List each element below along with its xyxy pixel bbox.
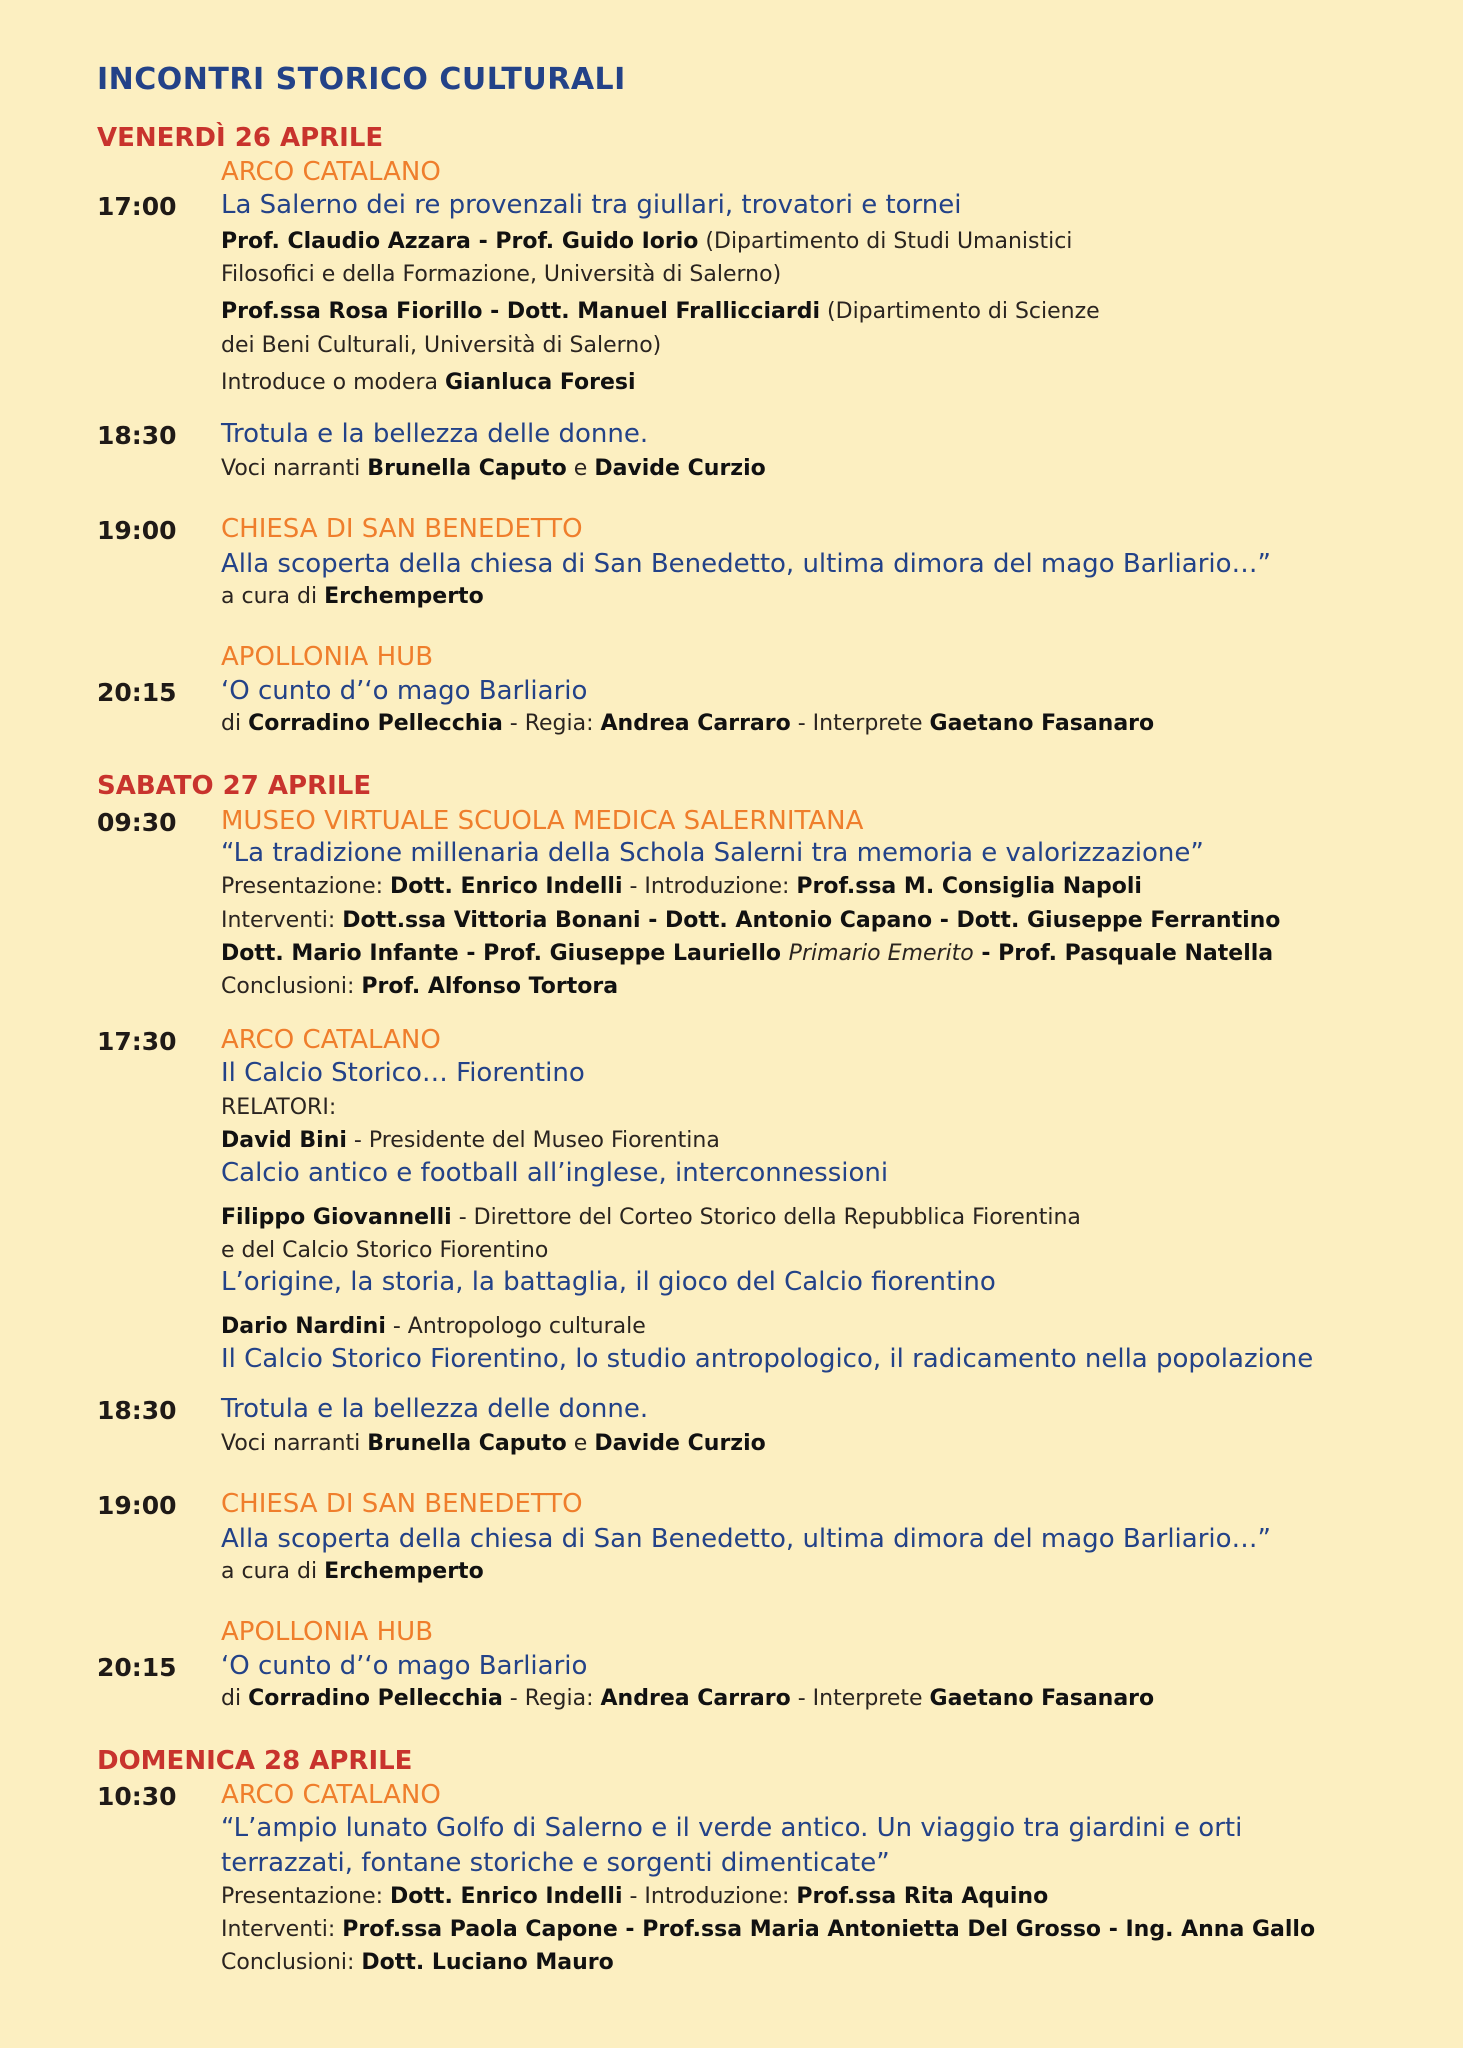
name-text: Davide Curzio — [594, 1431, 766, 1456]
label-text: Interventi: — [221, 908, 343, 933]
event-detail-line — [221, 1950, 614, 1975]
event-title: Alla scoperta della chiesa di San Benedetto, ultima dimora del mago Barliario…” — [221, 549, 1271, 579]
day-heading: SABATO 27 APRILE — [97, 771, 372, 801]
label-text: Introduce o modera — [221, 370, 445, 395]
label-text: e — [566, 456, 595, 481]
name-text: Dott. Enrico Indelli — [390, 874, 623, 899]
label-text: Interventi: — [221, 1917, 343, 1942]
label-text: (Dipartimento di Studi Umanistici — [698, 229, 1073, 254]
name-text: Prof.ssa M. Consiglia Napoli — [796, 874, 1142, 899]
label-text: Presentazione: — [221, 1884, 391, 1909]
event-detail-line — [221, 262, 781, 287]
talk-title: Calcio antico e football all’inglese, interconnessioni — [221, 1158, 889, 1188]
event-time: 18:30 — [97, 421, 177, 450]
label-text: dei Beni Culturali, Università di Salerno) — [221, 333, 662, 358]
label-text: di — [221, 711, 249, 736]
relatori-label: RELATORI: — [221, 1095, 337, 1120]
event-venue: APOLLONIA HUB — [221, 1617, 434, 1647]
label-text: - Interprete — [790, 711, 930, 736]
page-title: INCONTRI STORICO CULTURALI — [97, 62, 626, 97]
name-text: Dott.ssa Vittoria Bonani - Dott. Antonio Capano - Dott. Giuseppe Ferrantino — [342, 908, 1281, 933]
name-text: Corradino Pellecchia — [248, 1686, 503, 1711]
speaker-role: - Antropologo culturale — [385, 1314, 646, 1339]
label-text: - Interprete — [790, 1686, 930, 1711]
event-detail-line — [221, 711, 1154, 736]
event-detail-line — [221, 229, 1072, 254]
speaker-role: - Direttore del Corteo Storico della Repubblica Fiorentina — [451, 1205, 1081, 1230]
event-time: 17:00 — [97, 192, 177, 221]
event-venue: APOLLONIA HUB — [221, 642, 434, 672]
event-title: Trotula e la bellezza delle donne. — [221, 1394, 649, 1424]
event-detail-line — [221, 1917, 1315, 1942]
name-text: Davide Curzio — [594, 456, 766, 481]
event-title-continued: terrazzati, fontane storiche e sorgenti dimenticate” — [221, 1848, 890, 1878]
name-text: Dott. Mario Infante - Prof. Giuseppe Lauriello — [221, 941, 789, 966]
event-venue: ARCO CATALANO — [221, 1780, 441, 1810]
speaker-name: David Bini — [221, 1128, 347, 1153]
name-text: - Prof. Pasquale Natella — [973, 941, 1274, 966]
label-text: Conclusioni: — [221, 1950, 362, 1975]
event-detail-line — [221, 456, 766, 481]
name-text: Brunella Caputo — [367, 1431, 567, 1456]
label-text: Presentazione: — [221, 874, 391, 899]
label-text: Voci narranti — [221, 1431, 368, 1456]
event-detail-line — [221, 299, 1100, 324]
label-text: (Dipartimento di Scienze — [820, 299, 1100, 324]
event-time: 19:00 — [97, 516, 177, 545]
name-text: Gianluca Foresi — [444, 370, 636, 395]
event-detail-line — [221, 370, 636, 395]
label-text: Voci narranti — [221, 456, 368, 481]
name-text: Erchemperto — [324, 584, 484, 609]
label-text: - Introduzione: — [622, 1884, 797, 1909]
label-text: Conclusioni: — [221, 974, 362, 999]
event-title: ‘O cunto d’‘o mago Barliario — [221, 1651, 588, 1681]
event-detail-line — [221, 584, 484, 609]
event-detail-line — [221, 333, 661, 358]
name-text: Gaetano Fasanaro — [929, 1686, 1155, 1711]
event-detail-line — [221, 941, 1273, 966]
event-title: “L’ampio lunato Golfo di Salerno e il verde antico. Un viaggio tra giardini e orti — [221, 1813, 1243, 1843]
event-venue: MUSEO VIRTUALE SCUOLA MEDICA SALERNITANA — [221, 806, 864, 836]
event-title: Il Calcio Storico… Fiorentino — [221, 1058, 585, 1088]
event-detail-line — [221, 1884, 1048, 1909]
name-text: Corradino Pellecchia — [248, 711, 503, 736]
event-time: 09:30 — [97, 808, 177, 837]
label-text: Filosofici e della Formazione, Università di Salerno) — [221, 262, 782, 287]
event-venue: ARCO CATALANO — [221, 157, 441, 187]
name-text: Dott. Enrico Indelli — [390, 1884, 623, 1909]
name-text: Andrea Carraro — [600, 711, 791, 736]
event-title: “La tradizione millenaria della Schola Salerni tra memoria e valorizzazione” — [221, 838, 1204, 868]
italic-text: Primario Emerito — [788, 941, 974, 966]
speaker-line — [221, 1314, 646, 1339]
name-text: Prof.ssa Rita Aquino — [796, 1884, 1049, 1909]
speaker-line — [221, 1205, 1081, 1230]
event-time: 20:15 — [97, 1653, 177, 1682]
talk-title: L’origine, la storia, la battaglia, il gioco del Calcio fiorentino — [221, 1267, 996, 1297]
event-time: 17:30 — [97, 1027, 177, 1056]
name-text: Prof. Claudio Azzara - Prof. Guido Iorio — [221, 229, 699, 254]
event-title: ‘O cunto d’‘o mago Barliario — [221, 676, 588, 706]
event-detail-line — [221, 908, 1280, 933]
label-text: a cura di — [221, 584, 325, 609]
day-heading: VENERDÌ 26 APRILE — [97, 123, 384, 153]
day-heading: DOMENICA 28 APRILE — [97, 1746, 413, 1776]
name-text: Dott. Luciano Mauro — [361, 1950, 614, 1975]
event-venue: CHIESA DI SAN BENEDETTO — [221, 1489, 583, 1519]
event-detail-line — [221, 1431, 766, 1456]
label-text: e — [566, 1431, 595, 1456]
speaker-name: Dario Nardini — [221, 1314, 386, 1339]
label-text: a cura di — [221, 1559, 325, 1584]
event-detail-line — [221, 1559, 484, 1584]
name-text: Prof.ssa Rosa Fiorillo - Dott. Manuel Frallicciardi — [221, 299, 821, 324]
event-title: Alla scoperta della chiesa di San Benedetto, ultima dimora del mago Barliario…” — [221, 1524, 1271, 1554]
event-title: Trotula e la bellezza delle donne. — [221, 419, 649, 449]
event-detail-line — [221, 1686, 1154, 1711]
event-time: 19:00 — [97, 1491, 177, 1520]
event-venue: ARCO CATALANO — [221, 1025, 441, 1055]
event-title: La Salerno dei re provenzali tra giullari, trovatori e tornei — [221, 190, 962, 220]
speaker-role-continued: e del Calcio Storico Fiorentino — [221, 1238, 549, 1263]
name-text: Gaetano Fasanaro — [929, 711, 1155, 736]
event-time: 20:15 — [97, 678, 177, 707]
name-text: Erchemperto — [324, 1559, 484, 1584]
name-text: Andrea Carraro — [600, 1686, 791, 1711]
talk-title: Il Calcio Storico Fiorentino, lo studio antropologico, il radicamento nella popolazione — [221, 1344, 1314, 1374]
event-venue: CHIESA DI SAN BENEDETTO — [221, 514, 583, 544]
name-text: Prof.ssa Paola Capone - Prof.ssa Maria Antonietta Del Grosso - Ing. Anna Gallo — [342, 1917, 1316, 1942]
speaker-role: - Presidente del Museo Fiorentina — [346, 1128, 720, 1153]
speaker-line — [221, 1128, 720, 1153]
label-text: di — [221, 1686, 249, 1711]
name-text: Prof. Alfonso Tortora — [361, 974, 619, 999]
speaker-name: Filippo Giovannelli — [221, 1205, 452, 1230]
event-detail-line — [221, 974, 618, 999]
event-time: 10:30 — [97, 1782, 177, 1811]
event-time: 18:30 — [97, 1396, 177, 1425]
name-text: Brunella Caputo — [367, 456, 567, 481]
label-text: - Introduzione: — [622, 874, 797, 899]
event-detail-line — [221, 874, 1142, 899]
label-text: - Regia: — [502, 1686, 601, 1711]
label-text: - Regia: — [502, 711, 601, 736]
